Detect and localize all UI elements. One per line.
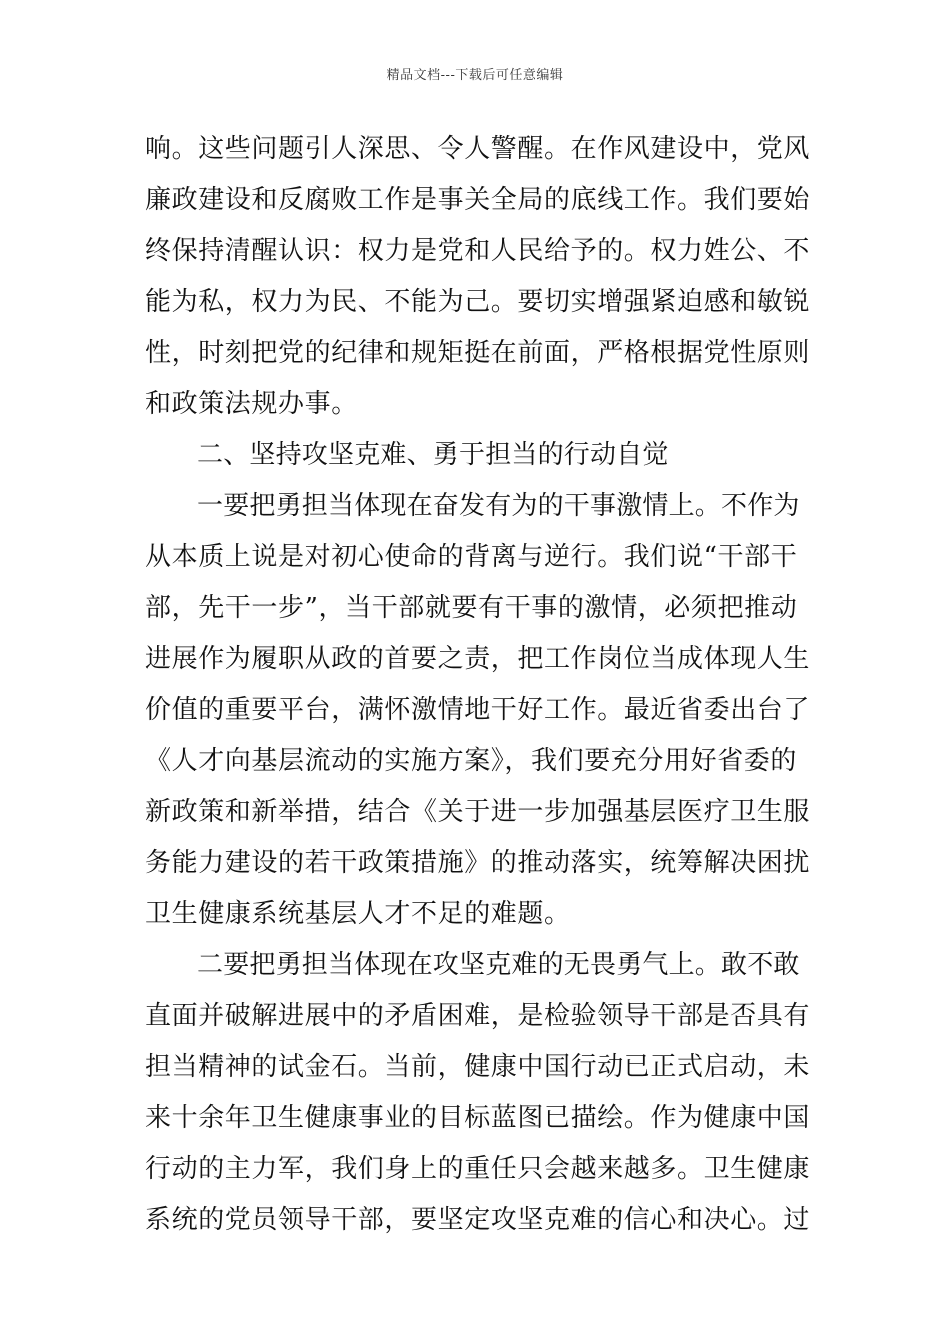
text-line: 直面并破解进展中的矛盾困难，是检验领导干部是否具有 bbox=[145, 1001, 811, 1031]
document-body bbox=[145, 124, 810, 1246]
text-line: 卫生健康系统基层人才不足的难题。 bbox=[145, 899, 571, 929]
paragraph-anti-corruption bbox=[145, 124, 810, 430]
text-line: 《人才向基层流动的实施方案》，我们要充分用好省委的 bbox=[145, 746, 798, 776]
text-line: 一要把勇担当体现在奋发有为的干事激情上。不作为 bbox=[197, 491, 800, 521]
text-line: 进展作为履职从政的首要之责，把工作岗位当成体现人生 bbox=[145, 644, 811, 674]
text-line: 新政策和新举措，结合《关于进一步加强基层医疗卫生服 bbox=[145, 797, 811, 827]
text-line: 从本质上说是对初心使命的背离与逆行。我们说“干部干 bbox=[145, 542, 798, 572]
text-line: 廉政建设和反腐败工作是事关全局的底线工作。我们要始 bbox=[145, 185, 811, 215]
text-line: 和政策法规办事。 bbox=[145, 389, 358, 419]
page-header: 精品文档---下载后可任意编辑 bbox=[386, 68, 564, 83]
text-line: 担当精神的试金石。当前，健康中国行动已正式启动，未 bbox=[145, 1052, 811, 1082]
section-heading-text: 二、坚持攻坚克难、勇于担当的行动自觉 bbox=[197, 440, 669, 470]
paragraph-courage bbox=[145, 940, 810, 1246]
text-line: 部，先干一步”，当干部就要有干事的激情，必须把推动 bbox=[145, 593, 798, 623]
text-line: 系统的党员领导干部，要坚定攻坚克难的信心和决心。过 bbox=[145, 1205, 811, 1235]
paragraph-passion bbox=[145, 481, 810, 940]
text-line: 行动的主力军，我们身上的重任只会越来越多。卫生健康 bbox=[145, 1154, 811, 1184]
text-line: 性，时刻把党的纪律和规矩挺在前面，严格根据党性原则 bbox=[145, 338, 811, 368]
section-heading bbox=[145, 430, 810, 481]
text-line: 终保持清醒认识：权力是党和人民给予的。权力姓公、不 bbox=[145, 236, 811, 266]
text-line: 务能力建设的若干政策措施》的推动落实，统筹解决困扰 bbox=[145, 848, 811, 878]
text-line: 能为私，权力为民、不能为己。要切实增强紧迫感和敏锐 bbox=[145, 287, 811, 317]
text-line: 二要把勇担当体现在攻坚克难的无畏勇气上。敢不敢 bbox=[197, 950, 800, 980]
text-line: 来十余年卫生健康事业的目标蓝图已描绘。作为健康中国 bbox=[145, 1103, 811, 1133]
text-line: 价值的重要平台，满怀激情地干好工作。最近省委出台了 bbox=[145, 695, 811, 725]
text-line: 响。这些问题引人深思、令人警醒。在作风建设中，党风 bbox=[145, 134, 811, 164]
